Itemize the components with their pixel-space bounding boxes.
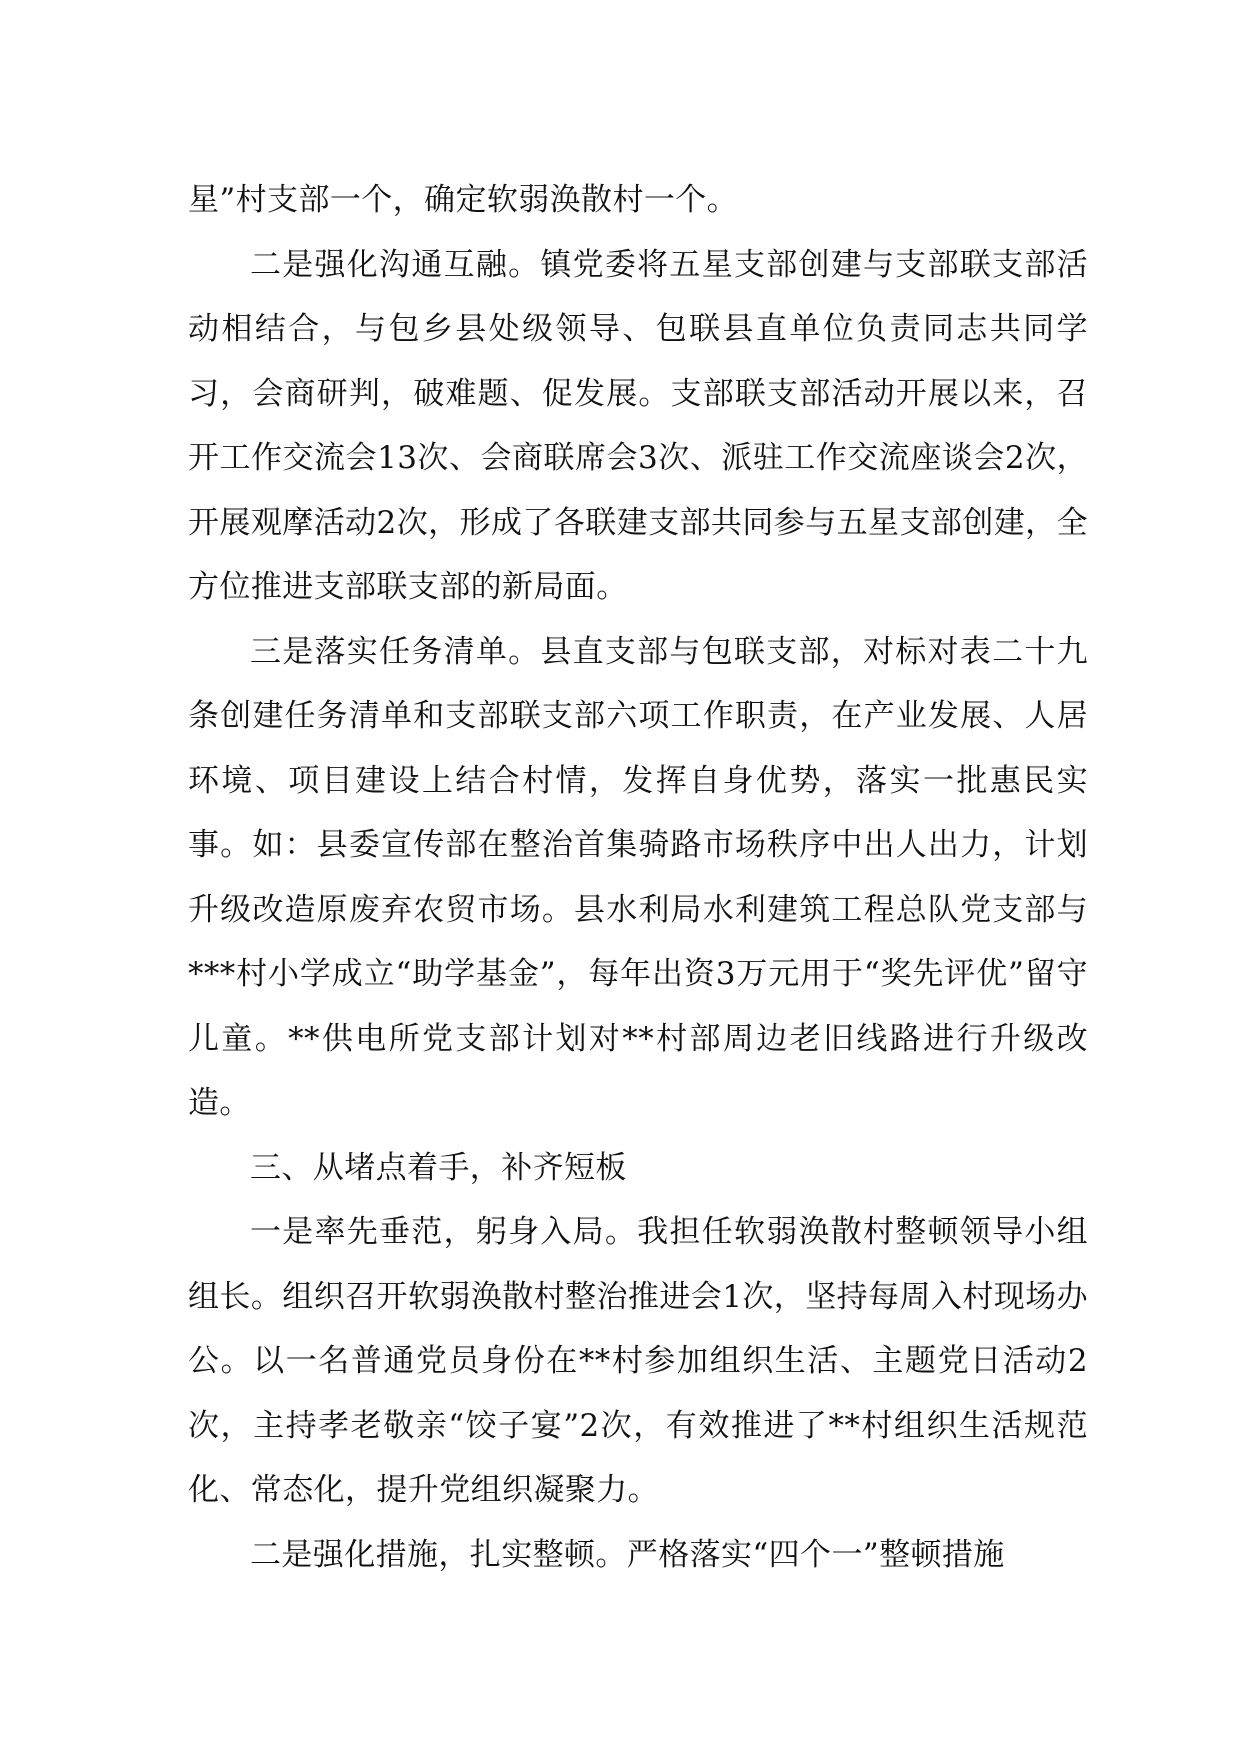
section-heading-3: 三、从堵点着手，补齐短板 bbox=[250, 1149, 627, 1186]
paragraph-measures: 二是强化措施，扎实整顿。严格落实“四个一”整顿措施 bbox=[250, 1536, 1005, 1573]
paragraph-communication: 二是强化沟通互融。镇党委将五星支部创建与支部联支部活动相结合，与包乡县处级领导、包联县直单位负责同志共同学习，会商研判，破难题、促发展。支部联支部活动开展以来，召开工作交流会13次、会商联席会3次、派驻工作交流座谈会2次，开展观摩活动2次，形成了各联建支部共同参与五星支部创建，全方位推进支部联支部的新局面。 bbox=[188, 246, 1088, 605]
paragraph-task-list: 三是落实任务清单。县直支部与包联支部，对标对表二十九条创建任务清单和支部联支部六项工作职责，在产业发展、人居环境、项目建设上结合村情，发挥自身优势，落实一批惠民实事。如：县委宣传部在整治首集骑路市场秩序中出人出力，计划升级改造原废弃农贸市场。县水利局水利建筑工程总队党支部与***村小学成立“助学基金”，每年出资3万元用于“奖先评优”留守儿童。**供电所党支部计划对**村部周边老旧线路进行升级改造。 bbox=[188, 633, 1088, 1121]
paragraph-continuation: 星”村支部一个，确定软弱涣散村一个。 bbox=[188, 182, 739, 218]
paragraph-lead-by-example: 一是率先垂范，躬身入局。我担任软弱涣散村整顿领导小组组长。组织召开软弱涣散村整治推进会1次，坚持每周入村现场办公。以一名普通党员身份在**村参加组织生活、主题党日活动2次，主持孝老敬亲“饺子宴”2次，有效推进了**村组织生活规范化、常态化，提升党组织凝聚力。 bbox=[188, 1214, 1088, 1508]
document-body bbox=[188, 168, 1088, 1587]
